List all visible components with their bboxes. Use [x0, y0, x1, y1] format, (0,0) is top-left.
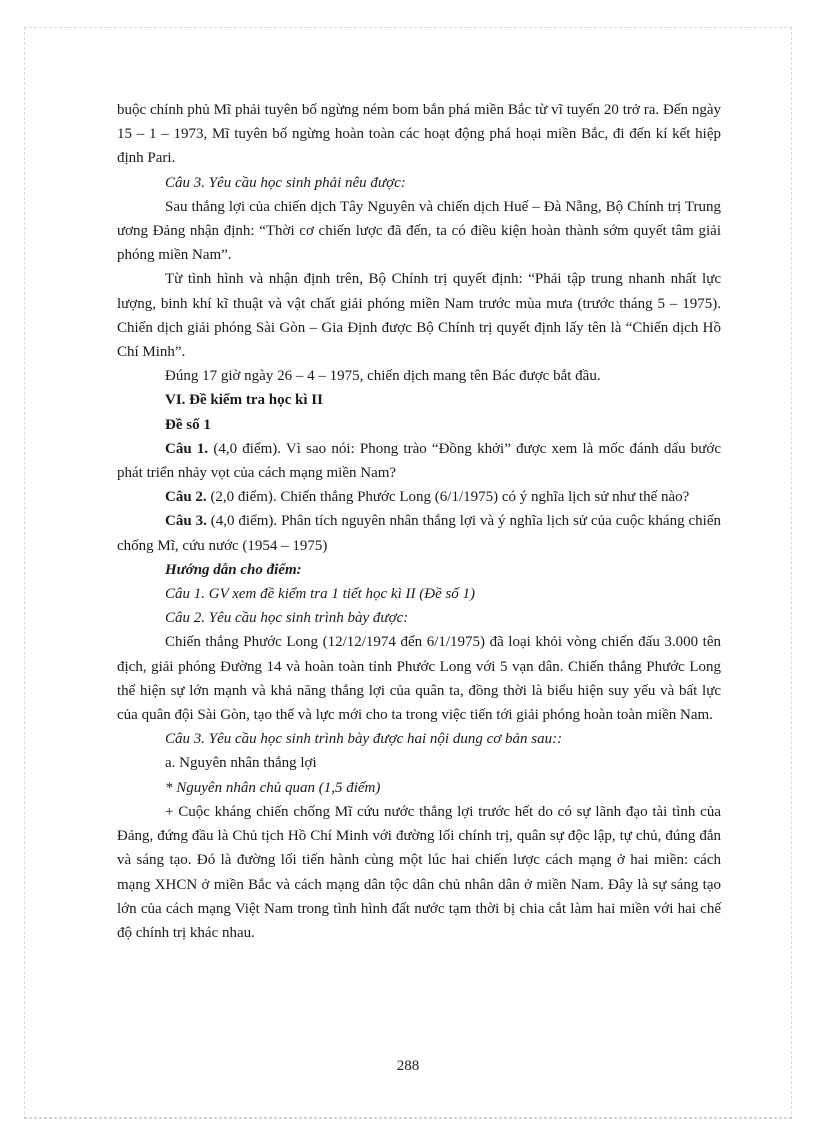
question-label: Câu 2.: [165, 489, 207, 506]
question-3: [117, 509, 721, 557]
page-number: 288: [396, 1058, 420, 1074]
answer-heading-q2: Câu 2. Yêu cầu học sinh trình bày được:: [165, 610, 409, 627]
paragraph: Đúng 17 giờ ngày 26 – 4 – 1975, chiến dịch mang tên Bác được bắt đầu.: [165, 368, 601, 385]
question-label: Câu 1.: [165, 440, 209, 457]
paragraph: + Cuộc kháng chiến chống Mĩ cứu nước thắng lợi trước hết do có sự lãnh đạo tài tình của Đảng, đứng đầu là Chủ tịch Hồ Chí Minh với đường lối chính trị, quân sự độc lập, tự chủ, đúng đắn và sáng tạo. Đó là đường lối tiến hành cùng một lúc hai chiến lược cách mạng ở hai miền: cách mạng XHCN ở miền Bắc và cách mạng dân tộc dân chủ nhân dân ở miền Nam. Đây là sự sáng tạo lớn của cách mạng Việt Nam trong tình hình đất nước tạm thời bị chia cắt làm hai miền với hai chế độ chính trị khác nhau.: [117, 803, 721, 941]
question-text: (2,0 điểm). Chiến thắng Phước Long (6/1/1975) có ý nghĩa lịch sử như thế nào?: [210, 489, 690, 506]
paragraph-continuation: buộc chính phủ Mĩ phải tuyên bố ngừng ném bom bắn phá miền Bắc từ vĩ tuyến 20 trở ra. Đến ngày 15 – 1 – 1973, Mĩ tuyên bố ngừng hoàn toàn các hoạt động phá hoại miền Bắc, đi đến kí kết hiệp định Pari.: [117, 102, 721, 167]
document-body: [117, 98, 721, 945]
bottom-rule: [24, 1117, 792, 1118]
answer-heading-q3: Câu 3. Yêu cầu học sinh phải nêu được:: [165, 174, 406, 191]
grading-guide-heading: Hướng dẫn cho điểm:: [165, 561, 302, 578]
paragraph: Sau thắng lợi của chiến dịch Tây Nguyên và chiến dịch Huế – Đà Nẵng, Bộ Chính trị Trung ương Đảng nhận định: “Thời cơ chiến lược đã đến, ta có điều kiện hoàn thành sớm quyết tâm giải phóng miền Nam”.: [117, 198, 721, 264]
answer-heading-q1: Câu 1. GV xem đề kiểm tra 1 tiết học kì II (Đề số 1): [165, 586, 476, 603]
section-heading: VI. Đề kiểm tra học kì II: [165, 392, 323, 409]
sub-heading: a. Nguyên nhân thắng lợi: [165, 755, 317, 772]
sub-sub-heading: * Nguyên nhân chủ quan (1,5 điểm): [165, 779, 381, 796]
paragraph: Từ tình hình và nhận định trên, Bộ Chính trị quyết định: “Phải tập trung nhanh nhất lực lượng, binh khí kĩ thuật và vật chất giải phóng miền Nam trước mùa mưa (trước tháng 5 – 1975). Chiến dịch giải phóng Sài Gòn – Gia Định được Bộ Chính trị quyết định lấy tên là “Chiến dịch Hồ Chí Minh”.: [117, 271, 721, 361]
question-text: (4,0 điểm). Phân tích nguyên nhân thắng lợi và ý nghĩa lịch sử của cuộc kháng chiến chống Mĩ, cứu nước (1954 – 1975): [117, 513, 721, 554]
question-label: Câu 3.: [165, 513, 207, 530]
paragraph: Chiến thắng Phước Long (12/12/1974 đến 6/1/1975) đã loại khỏi vòng chiến đấu 3.000 tên địch, giải phóng Đường 14 và hoàn toàn tỉnh Phước Long với 5 vạn dân. Chiến thắng Phước Long thể hiện sự lớn mạnh và khả năng thắng lợi của quân ta, đồng thời là biểu hiện suy yếu và bất lực của quân đội Sài Gòn, tạo thế và lực mới cho ta trong việc tiến tới giải phóng hoàn toàn miền Nam.: [117, 634, 721, 724]
question-1: [117, 437, 721, 485]
question-text: (4,0 điểm). Vì sao nói: Phong trào “Đồng khởi” được xem là mốc đánh dấu bước phát triển nhảy vọt của cách mạng miền Nam?: [117, 440, 721, 482]
answer-heading-q3: Câu 3. Yêu cầu học sinh trình bày được hai nội dung cơ bản sau::: [165, 731, 563, 748]
question-2: [117, 485, 721, 509]
exam-number-heading: Đề số 1: [165, 416, 211, 433]
